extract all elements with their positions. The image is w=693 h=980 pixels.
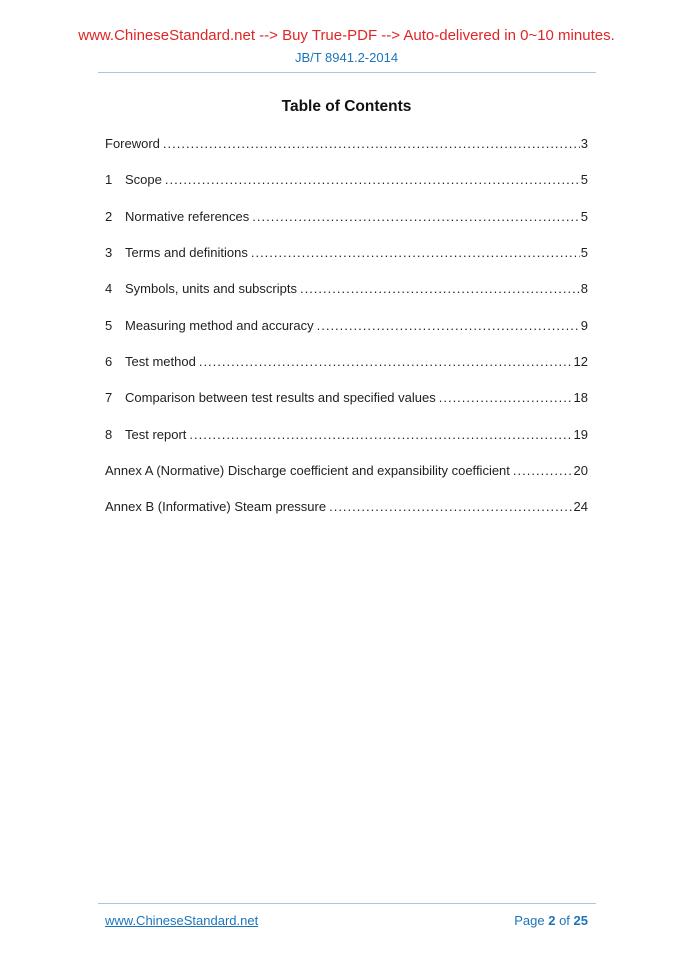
toc-entry-title: Annex A (Normative) Discharge coefficient and expansibility coefficient bbox=[105, 462, 510, 478]
page-indicator bbox=[514, 913, 588, 928]
toc-entry-foreword bbox=[105, 126, 588, 162]
toc-leader-dots bbox=[251, 235, 580, 271]
toc-entry-page: 9 bbox=[580, 317, 588, 333]
toc-entry-title: Annex B (Informative) Steam pressure bbox=[105, 499, 327, 515]
toc-entry-number: 8 bbox=[105, 426, 113, 442]
toc-entry-title: Terms and definitions bbox=[125, 244, 248, 260]
toc-entry-title: Test method bbox=[125, 353, 196, 369]
toc-entry-page: 20 bbox=[573, 462, 588, 478]
footer-divider bbox=[98, 903, 596, 904]
toc-leader-dots bbox=[252, 199, 579, 235]
toc-entry-title: Normative references bbox=[125, 208, 250, 224]
toc-entry-number: 6 bbox=[105, 353, 113, 369]
toc-leader-dots bbox=[189, 417, 572, 453]
toc-entry-page: 24 bbox=[573, 499, 588, 515]
toc-entry-page: 8 bbox=[580, 281, 588, 297]
toc-entry-title: Comparison between test results and specified values bbox=[125, 390, 436, 406]
page-indicator-current: 2 bbox=[548, 913, 556, 928]
page-indicator-of: of bbox=[559, 913, 570, 928]
toc-entry-annex-b bbox=[105, 489, 588, 525]
toc-title: Table of Contents bbox=[281, 98, 412, 115]
toc-entry-terms-definitions bbox=[105, 235, 588, 271]
toc-entry-title: Foreword bbox=[105, 136, 160, 151]
toc-entry-measuring-method bbox=[105, 308, 588, 344]
toc-entry-symbols-units bbox=[105, 271, 588, 307]
toc-entry-title: Symbols, units and subscripts bbox=[125, 281, 297, 297]
toc-entry-title: Measuring method and accuracy bbox=[125, 317, 314, 333]
toc-entry-page: 18 bbox=[573, 390, 588, 406]
toc-entry-number: 5 bbox=[105, 317, 113, 333]
toc-entry-title: Test report bbox=[125, 426, 187, 442]
toc-entry-number: 3 bbox=[105, 244, 113, 260]
toc-entry-comparison bbox=[105, 380, 588, 416]
toc-entry-page: 5 bbox=[580, 244, 588, 260]
toc-entry-scope bbox=[105, 162, 588, 198]
toc-entry-title: Scope bbox=[125, 172, 162, 188]
toc-entry-test-method bbox=[105, 344, 588, 380]
toc-entry-page: 19 bbox=[573, 426, 588, 442]
toc-entry-page: 5 bbox=[580, 172, 588, 188]
toc-entry-number: 7 bbox=[105, 390, 113, 406]
toc-leader-dots bbox=[513, 453, 573, 489]
promo-line: www.ChineseStandard.net --> Buy True-PDF --> Auto-delivered in 0~10 minutes. bbox=[78, 27, 615, 44]
page-header bbox=[0, 0, 693, 73]
toc-entry-page: 5 bbox=[580, 208, 588, 224]
table-of-contents bbox=[105, 126, 588, 526]
toc-leader-dots bbox=[439, 380, 573, 416]
toc-entry-test-report bbox=[105, 417, 588, 453]
page-footer bbox=[0, 903, 693, 928]
page-indicator-total: 25 bbox=[573, 913, 588, 928]
toc-entry-annex-a bbox=[105, 453, 588, 489]
toc-entry-number: 2 bbox=[105, 208, 113, 224]
toc-leader-dots bbox=[165, 162, 580, 198]
toc-leader-dots bbox=[317, 308, 580, 344]
toc-entry-normative-references bbox=[105, 199, 588, 235]
toc-leader-dots bbox=[199, 344, 573, 380]
standard-number: JB/T 8941.2-2014 bbox=[294, 50, 399, 65]
toc-entry-number: 4 bbox=[105, 281, 113, 297]
footer-website-link[interactable]: www.ChineseStandard.net bbox=[105, 913, 259, 928]
toc-leader-dots bbox=[163, 126, 580, 162]
toc-entry-page: 12 bbox=[573, 353, 588, 369]
page-indicator-label: Page bbox=[514, 913, 545, 928]
toc-entry-page: 3 bbox=[580, 136, 588, 151]
toc-entry-number: 1 bbox=[105, 172, 113, 188]
toc-leader-dots bbox=[329, 489, 572, 525]
toc-leader-dots bbox=[300, 271, 580, 307]
header-divider bbox=[98, 72, 596, 73]
